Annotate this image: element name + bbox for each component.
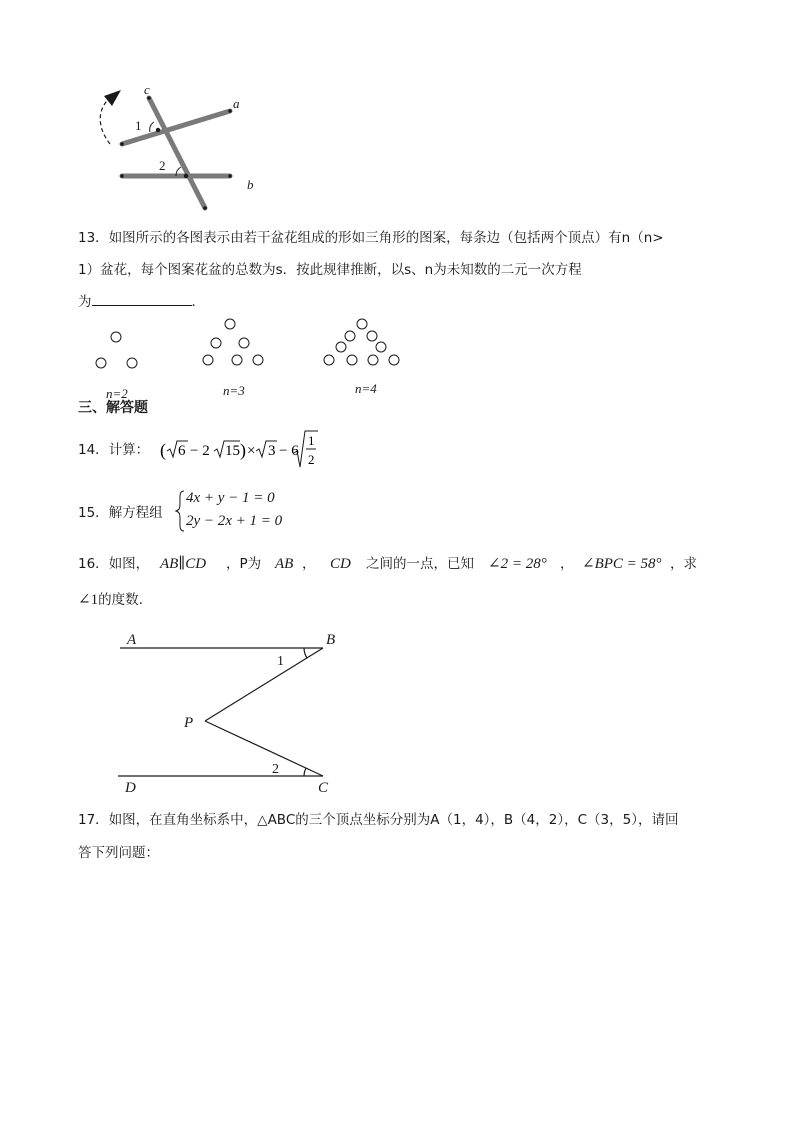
q17-line2: [78, 843, 159, 863]
q14-label-row: [78, 440, 149, 460]
label-angle-2: 2: [272, 762, 279, 777]
q14-root3: 3: [268, 443, 276, 459]
q15-eq2: 2y − 2x + 1 = 0: [186, 513, 283, 529]
label-angle-1: 1: [277, 654, 284, 669]
line-c: [149, 98, 205, 208]
angle-2-arc: [304, 768, 306, 776]
angle-1-arc: [304, 648, 307, 658]
q14-root6: 6: [178, 443, 186, 459]
q14-label: 计算：: [108, 442, 150, 458]
q13-line1: [78, 228, 664, 248]
q15-label: 解方程组: [108, 505, 163, 521]
q13-number: 13．: [78, 230, 109, 246]
q16-cd: CD: [330, 556, 351, 572]
q16-ab-parallel-cd: AB∥CD: [160, 556, 207, 572]
q15-system-brace: [174, 489, 186, 533]
q16-ab: AB: [275, 556, 294, 572]
q16-angle1: ∠1: [78, 592, 99, 608]
q14-times: ×: [247, 443, 256, 459]
q16-t5: ，: [560, 556, 574, 572]
section-title: 三、解答题: [78, 400, 148, 416]
q16-t4: 之间的一点，已知: [366, 556, 474, 572]
zigzag-parallel-figure: [110, 628, 350, 800]
label-P: P: [184, 715, 194, 731]
label-angle-2: 2: [159, 158, 166, 173]
q17-line1: [78, 810, 678, 830]
q17-text-2: 答下列问题：: [78, 845, 159, 861]
q16-t3: ，: [302, 556, 316, 572]
q17-text-1: 如图，在直角坐标系中，△ABC的三个顶点坐标分别为A（1，4），B（4，2），C（3，5），请回: [108, 812, 679, 828]
label-C: C: [318, 780, 329, 796]
rotation-arrow: [100, 98, 110, 144]
q15-number: 15．: [78, 505, 109, 521]
q16-line1: [78, 554, 149, 574]
q14-paren-close: ): [240, 440, 246, 460]
segment-pc: [205, 721, 323, 776]
label-D: D: [125, 780, 136, 796]
q14-paren-open: (: [160, 440, 166, 460]
caption-n3: n=3: [223, 383, 245, 398]
q15-label-row: [78, 503, 163, 523]
q14-expression: [158, 427, 328, 473]
caption-n2: n=2: [106, 386, 128, 400]
rotation-arrowhead: [104, 90, 121, 106]
q16-t6: ，求: [670, 556, 697, 572]
q16-number: 16．: [78, 556, 109, 572]
q13-line3: [78, 291, 205, 312]
q14-root15: 15: [225, 443, 240, 459]
q16-t1: 如图，: [108, 556, 150, 572]
q13-text-2: 1）盆花，每个图案花盆的总数为s．按此规律推断，以s、n为未知数的二元一次方程: [78, 262, 582, 278]
q16-angle2: ∠2 = 28°: [488, 556, 547, 572]
q16-line2: [78, 590, 143, 610]
q14-frac-den: 2: [308, 452, 315, 467]
q15-eq1: 4x + y − 1 = 0: [186, 490, 275, 506]
q16-angle-bpc: ∠BPC = 58°: [582, 556, 662, 572]
parallel-lines-figure: [92, 82, 282, 217]
q14-minus6: − 6: [279, 443, 299, 459]
label-A: A: [127, 632, 137, 648]
q16-t2: ，P为: [226, 556, 262, 572]
q14-number: 14．: [78, 442, 109, 458]
q13-text-1: 如图所示的各图表示由若干盆花组成的形如三角形的图案，每条边（包括两个顶点）有n（n>: [108, 230, 664, 246]
label-b: b: [247, 177, 254, 192]
q14-frac-num: 1: [308, 433, 315, 448]
label-angle-1: 1: [135, 118, 142, 133]
caption-n4: n=4: [355, 381, 377, 396]
flower-triangle-figure: [88, 314, 418, 400]
q16-line2-text: 的度数.: [98, 592, 143, 608]
q13-answer-blank[interactable]: [92, 291, 192, 306]
label-c: c: [144, 82, 150, 97]
q13-text-3-suffix: ．: [191, 294, 205, 310]
q13-text-3-prefix: 为: [78, 294, 92, 310]
q14-minus2: − 2: [190, 443, 210, 459]
label-a: a: [233, 96, 240, 111]
segment-bp: [205, 648, 323, 721]
q13-line2: [78, 260, 582, 280]
label-B: B: [326, 632, 336, 648]
q17-number: 17．: [78, 812, 109, 828]
